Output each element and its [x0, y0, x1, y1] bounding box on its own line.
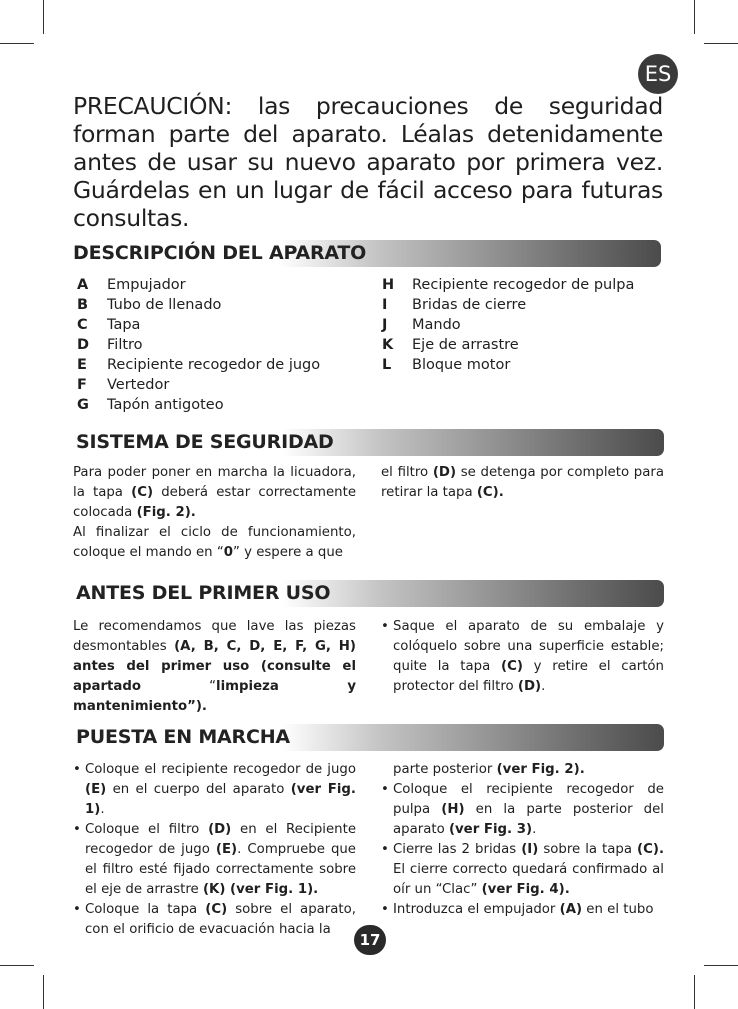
list-item: [382, 295, 672, 315]
section-title-antes: ANTES DEL PRIMER USO: [76, 582, 331, 604]
text: en el tubo: [582, 902, 654, 917]
crop-mark: [694, 0, 695, 34]
list-item: [77, 375, 367, 395]
part-letter: G: [77, 397, 89, 413]
text: El cierre correcto quedará confirmado al oír un “Clac”: [393, 862, 664, 897]
text: .: [541, 679, 546, 694]
text-bold: (D): [517, 679, 542, 694]
part-label: Tapón antigoteo: [107, 397, 224, 413]
text-bold: (C): [501, 659, 523, 674]
section-title-seguridad: SISTEMA DE SEGURIDAD: [76, 431, 334, 453]
bullet-list: [381, 617, 664, 697]
part-letter: I: [382, 297, 388, 313]
text: se detenga por completo para retirar la tapa: [381, 465, 664, 500]
text: ” y espere a que: [232, 545, 343, 560]
part-letter: E: [77, 357, 87, 373]
part-label: Empujador: [107, 277, 186, 293]
paragraph: [381, 463, 664, 503]
text-bold: (ver Fig. 3): [448, 822, 533, 837]
part-letter: L: [382, 357, 392, 373]
bullet-list: [381, 780, 664, 920]
text-bold: (H): [441, 802, 465, 817]
part-label: Tapa: [107, 317, 141, 333]
seguridad-text-left: [73, 463, 356, 563]
paragraph: [73, 617, 356, 717]
list-item: [77, 295, 367, 315]
crop-mark: [0, 43, 34, 44]
part-letter: C: [77, 317, 88, 333]
caution-heading: PRECAUCIÓN: las precauciones de seguridad forman parte del aparato. Léalas detenidamente antes de usar su nuevo aparato por primera vez. Guárdelas en un lugar de fácil acceso para futuras consultas.: [73, 92, 663, 232]
crop-mark: [704, 43, 738, 44]
text-bold: limpieza y mantenimiento: [73, 679, 356, 714]
part-label: Bridas de cierre: [412, 297, 527, 313]
text-bold: (D): [432, 465, 457, 480]
text: Le recomendamos que lave las piezas desmontables: [73, 619, 356, 654]
text-bold: (A): [559, 902, 583, 917]
part-label: Mando: [412, 317, 461, 333]
part-letter: F: [77, 377, 87, 393]
text: Para poder poner en marcha la licuadora, la tapa: [73, 465, 356, 500]
list-item: [77, 355, 367, 375]
puesta-text-right: [381, 760, 664, 920]
text-bold: (E): [85, 782, 107, 797]
parts-list-left: [77, 275, 367, 415]
part-label: Vertedor: [107, 377, 170, 393]
paragraph: [381, 760, 664, 780]
list-item: [381, 780, 664, 840]
part-letter: B: [77, 297, 89, 313]
text: Coloque el recipiente recogedor de pulpa: [393, 782, 664, 817]
text: “: [141, 679, 217, 694]
text: sobre el aparato, con el orificio de evacuación hacia la: [85, 902, 356, 937]
list-item: [382, 275, 672, 295]
part-label: Tubo de llenado: [107, 297, 222, 313]
crop-mark: [43, 0, 44, 34]
text-bold: (ver Fig. 4).: [481, 882, 570, 897]
antes-text-right: [381, 617, 664, 697]
text: Saque el aparato de su embalaje y colóquelo sobre una superficie estable; quite la tapa: [393, 619, 664, 674]
section-bar-seguridad: [76, 429, 664, 456]
text: y retire el cartón protector del filtro: [393, 659, 664, 694]
list-item: [382, 335, 672, 355]
text-bold: (C).: [476, 485, 504, 500]
text: .: [532, 822, 537, 837]
paragraph: [73, 523, 356, 563]
text: Introduzca el empujador: [393, 902, 560, 917]
list-item: [77, 275, 367, 295]
puesta-text-left: [73, 760, 356, 940]
part-label: Recipiente recogedor de jugo: [107, 357, 321, 373]
crop-mark: [43, 975, 44, 1009]
part-letter: H: [382, 277, 395, 293]
part-letter: A: [77, 277, 89, 293]
part-letter: J: [382, 317, 388, 333]
text-bold: (A, B, C, D, E, F, G, H) antes del primer uso (consulte el apartado: [73, 639, 356, 694]
crop-mark: [0, 965, 34, 966]
crop-mark: [694, 975, 695, 1009]
text: Cierre las 2 bridas: [393, 842, 522, 857]
text-bold: (C).: [637, 842, 664, 857]
list-item: [381, 900, 664, 920]
text-bold: 0: [223, 545, 233, 560]
text: Al finalizar el ciclo de funcionamiento, coloque el mando en “: [73, 525, 356, 560]
text: el filtro: [381, 465, 433, 480]
part-label: Filtro: [107, 337, 143, 353]
text: en el Recipiente recogedor de jugo: [85, 822, 356, 857]
section-bar-descripcion: [73, 240, 661, 267]
part-label: Recipiente recogedor de pulpa: [412, 277, 635, 293]
antes-text-left: [73, 617, 356, 717]
part-label: Eje de arrastre: [412, 337, 519, 353]
language-badge: ES: [638, 54, 678, 94]
text: sobre la tapa: [538, 842, 638, 857]
list-item: [382, 355, 672, 375]
text: en la parte posterior del aparato: [393, 802, 664, 837]
part-label: Bloque motor: [412, 357, 511, 373]
bullet-list: [73, 760, 356, 940]
crop-mark: [704, 965, 738, 966]
text: .: [100, 802, 105, 817]
list-item: [77, 395, 367, 415]
parts-list-right: [382, 275, 672, 375]
text: Coloque la tapa: [85, 902, 206, 917]
seguridad-text-right: [381, 463, 664, 503]
text-bold: (ver Fig. 2).: [496, 762, 585, 777]
page-number: 17: [354, 925, 386, 955]
list-item: [73, 760, 356, 820]
text: deberá estar correctamente colocada: [73, 485, 356, 520]
text-bold: (Fig. 2).: [136, 505, 196, 520]
section-bar-antes: [76, 580, 664, 607]
text: Coloque el filtro: [85, 822, 209, 837]
part-letter: D: [77, 337, 90, 353]
paragraph: [73, 463, 356, 523]
section-bar-puesta: [76, 724, 664, 751]
list-item: [73, 900, 356, 940]
list-item: [381, 617, 664, 697]
text: parte posterior: [393, 762, 497, 777]
section-title-puesta: PUESTA EN MARCHA: [76, 726, 290, 748]
text: en el cuerpo del aparato: [106, 782, 291, 797]
text-bold: (D): [208, 822, 232, 837]
list-item: [382, 315, 672, 335]
text-bold: (I): [521, 842, 539, 857]
text-bold: (C): [205, 902, 228, 917]
list-item: [73, 820, 356, 900]
text-bold: (ver Fig. 1): [85, 782, 356, 817]
text-bold: (C): [131, 485, 154, 500]
list-item: [381, 840, 664, 900]
text-bold: (E): [215, 842, 238, 857]
part-letter: K: [382, 337, 394, 353]
list-item: [77, 315, 367, 335]
section-title-descripcion: DESCRIPCIÓN DEL APARATO: [73, 242, 367, 264]
list-item: [77, 335, 367, 355]
text: Coloque el recipiente recogedor de jugo: [85, 762, 356, 777]
text-bold: (K) (ver Fig. 1).: [202, 882, 319, 897]
text-bold: ”).: [187, 699, 207, 714]
text: . Compruebe que el filtro esté fijado correctamente sobre el eje de arrastre: [85, 842, 356, 897]
